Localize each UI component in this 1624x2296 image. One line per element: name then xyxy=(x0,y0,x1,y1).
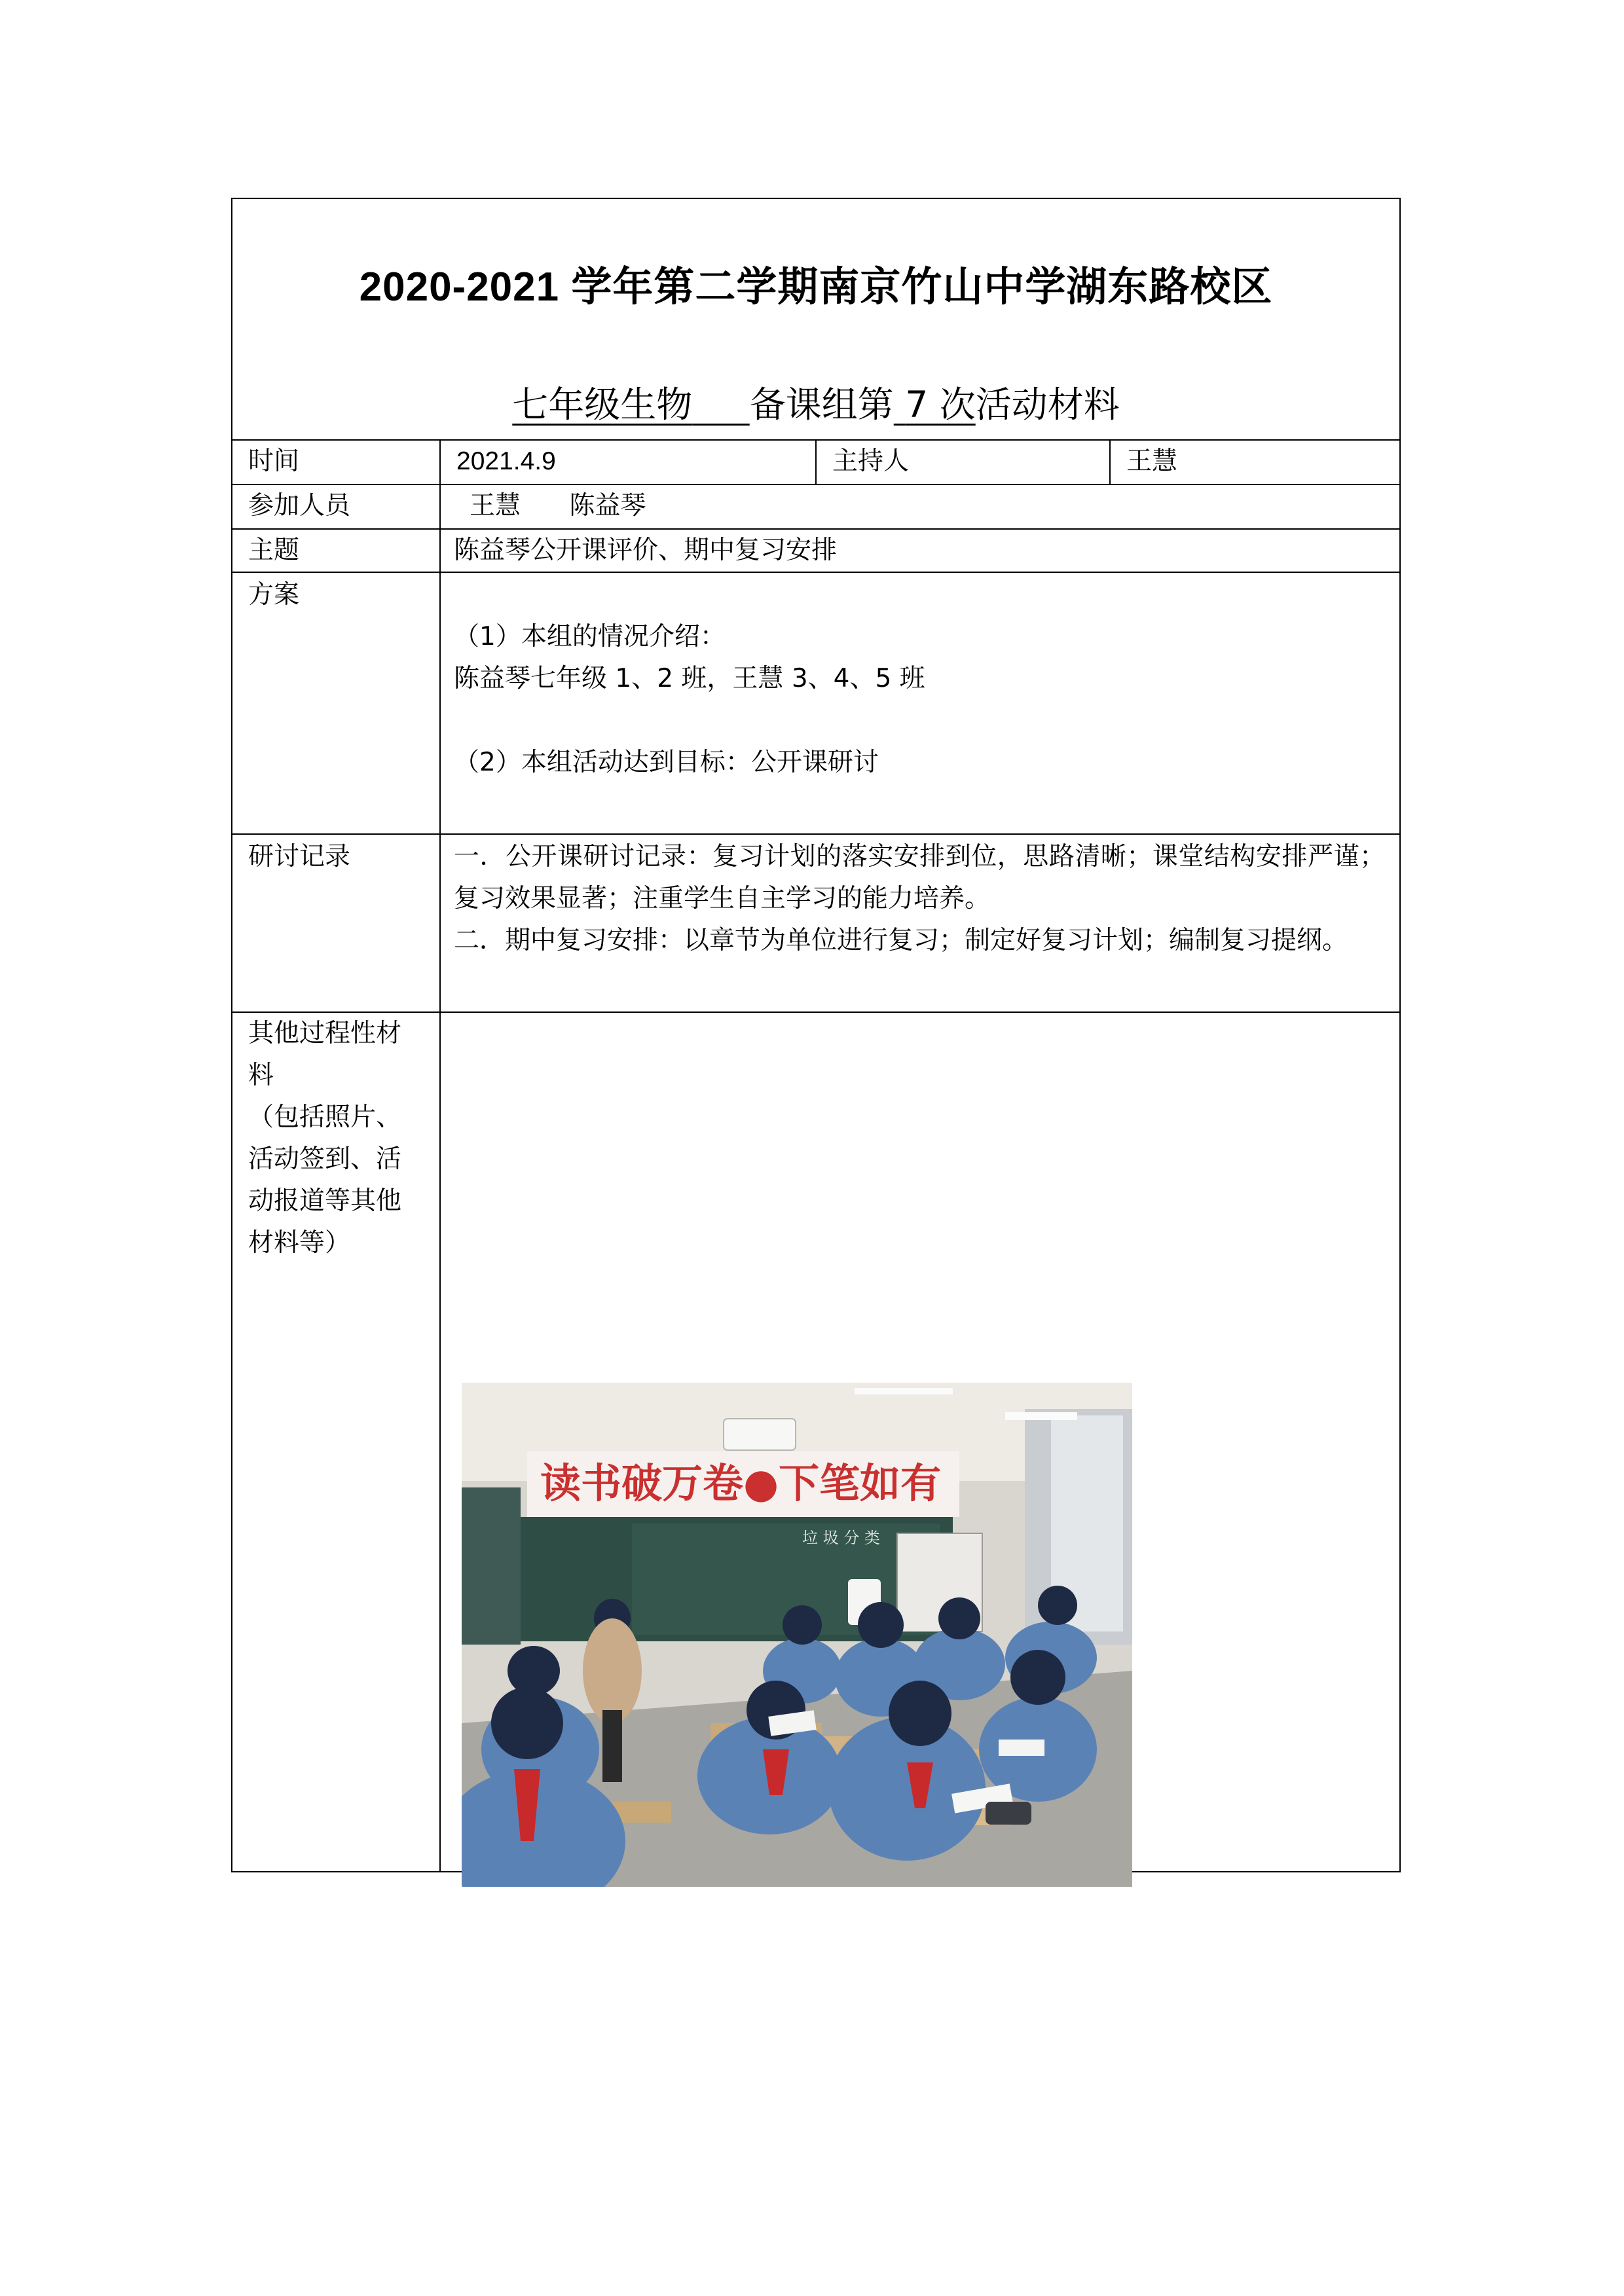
other-label-line-6: 材料等） xyxy=(248,1228,351,1258)
subtitle-mid: 备课组第 xyxy=(749,384,894,426)
value-participants: 王慧 陈益琴 xyxy=(470,491,646,520)
value-record xyxy=(441,835,1399,1011)
other-label-line-4: 活动签到、活 xyxy=(248,1144,402,1174)
label-other-materials xyxy=(232,1013,441,1871)
row-participants xyxy=(232,485,1399,530)
banner-text: 读书破万卷●下笔如有 xyxy=(540,1459,942,1507)
value-host: 王慧 xyxy=(1126,446,1178,476)
document-title: 2020-2021 学年第二学期南京竹山中学湖东路校区 xyxy=(359,264,1273,310)
document-subtitle xyxy=(232,376,1399,428)
row-topic xyxy=(232,530,1399,573)
subtitle-gap xyxy=(692,384,749,426)
label-participants: 参加人员 xyxy=(232,485,441,528)
value-topic: 陈益琴公开课评价、期中复习安排 xyxy=(454,536,838,565)
value-plan xyxy=(441,573,1399,833)
other-label-line-1: 其他过程性材 xyxy=(248,1019,402,1048)
subtitle-tail: 活动材料 xyxy=(975,384,1120,426)
subtitle-grade: 七年级生物 xyxy=(512,384,693,426)
plan-line-1: （1）本组的情况介绍： xyxy=(454,622,726,651)
plan-line-2: 陈益琴七年级 1、2 班，王慧 3、4、5 班 xyxy=(454,664,925,693)
row-plan xyxy=(232,573,1399,835)
row-time xyxy=(232,441,1399,485)
record-paragraph-1: 一．公开课研讨记录：复习计划的落实安排到位，思路清晰；课堂结构安排严谨；复习效果显著；注重学生自主学习的能力培养。 xyxy=(454,842,1385,913)
row-record xyxy=(232,835,1399,1013)
classroom-photo xyxy=(462,1383,1132,1887)
other-label-line-3: （包括照片、 xyxy=(248,1102,402,1132)
label-plan: 方案 xyxy=(232,573,441,833)
plan-line-3: （2）本组活动达到目标：公开课研讨 xyxy=(454,748,879,777)
value-time: 2021.4.9 xyxy=(441,441,817,484)
table-header xyxy=(232,199,1399,441)
label-host: 主持人 xyxy=(817,441,1111,484)
record-paragraph-2: 二．期中复习安排：以章节为单位进行复习；制定好复习计划；编制复习提纲。 xyxy=(454,926,1348,955)
other-label-line-5: 动报道等其他 xyxy=(248,1186,402,1216)
label-topic: 主题 xyxy=(232,530,441,572)
label-record: 研讨记录 xyxy=(232,835,441,1011)
label-time: 时间 xyxy=(232,441,441,484)
other-label-line-2: 料 xyxy=(248,1061,274,1090)
subtitle-number: 7 次 xyxy=(905,384,976,426)
activity-record-table xyxy=(231,198,1401,1872)
board-text: 垃 圾 分 类 xyxy=(802,1529,880,1547)
